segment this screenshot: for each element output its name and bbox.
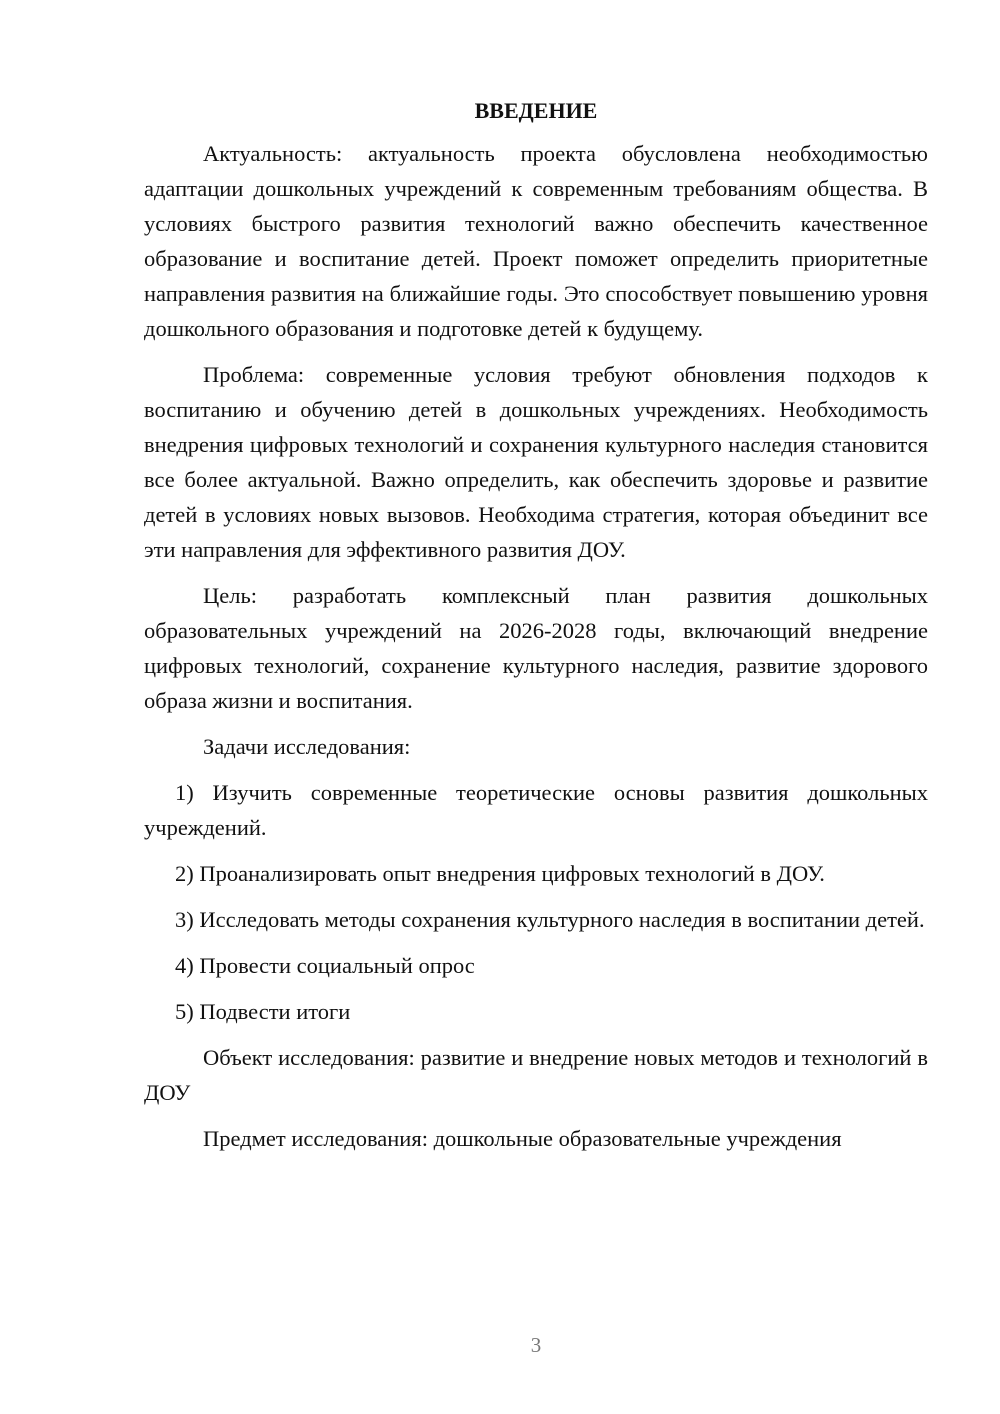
task-item: 3) Исследовать методы сохранения культурного наследия в воспитании детей. <box>175 907 925 932</box>
object-paragraph: Объект исследования: развитие и внедрение новых методов и технологий в ДОУ <box>144 1045 928 1105</box>
relevance-paragraph: Актуальность: актуальность проекта обусловлена необходимостью адаптации дошкольных учреждений к современным требованиям общества. В условиях быстрого развития технологий важно обеспечить качественное образование и воспитание детей. Проект поможет определить приоритетные направления развития на ближайшие годы. Это способствует повышению уровня дошкольного образования и подготовке детей к будущему. <box>144 141 928 341</box>
page-number: 3 <box>530 1333 542 1357</box>
subject-paragraph: Предмет исследования: дошкольные образовательные учреждения <box>203 1126 842 1151</box>
goal-paragraph: Цель: разработать комплексный план развития дошкольных образовательных учреждений на 2026-2028 годы, включающий внедрение цифровых технологий, сохранение культурного наследия, развитие здорового образа жизни и воспитания. <box>144 583 928 713</box>
task-item: 2) Проанализировать опыт внедрения цифровых технологий в ДОУ. <box>175 861 825 886</box>
problem-paragraph: Проблема: современные условия требуют обновления подходов к воспитанию и обучению детей в дошкольных учреждениях. Необходимость внедрения цифровых технологий и сохранения культурного наследия становится все более актуальной. Важно определить, как обеспечить здоровье и развитие детей в условиях новых вызовов. Необходима стратегия, которая объединит все эти направления для эффективного развития ДОУ. <box>144 362 928 562</box>
tasks-list <box>144 775 928 1029</box>
task-item: 5) Подвести итоги <box>175 999 351 1024</box>
page-content <box>144 94 928 1167</box>
task-item: 1) Изучить современные теоретические основы развития дошкольных учреждений. <box>144 780 928 840</box>
task-item: 4) Провести социальный опрос <box>175 953 475 978</box>
tasks-heading: Задачи исследования: <box>203 734 411 759</box>
page-title: ВВЕДЕНИЕ <box>474 98 598 123</box>
